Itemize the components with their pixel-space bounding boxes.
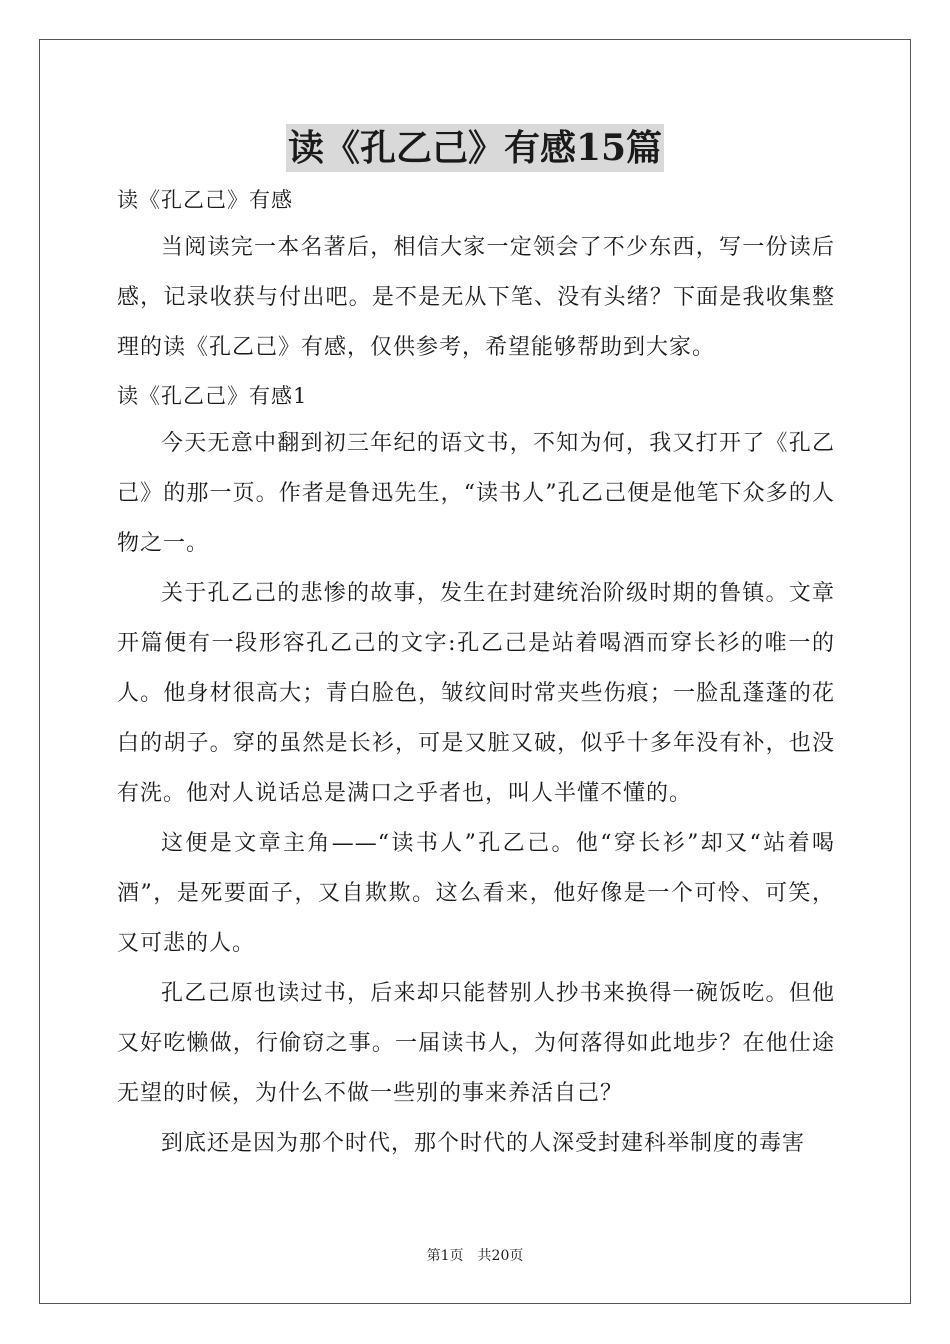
- page-number-label: 第1页 共20页: [426, 1248, 524, 1264]
- body-paragraph: 到底还是因为那个时代，那个时代的人深受封建科举制度的毒害: [161, 1131, 806, 1156]
- body-paragraph: 今天无意中翻到初三年纪的语文书，不知为何，我又打开了《孔乙己》的那一页。作者是鲁迅先生，“读书人”孔乙己便是他笔下众多的人物之一。: [117, 431, 835, 556]
- document-body: [117, 177, 835, 1169]
- section-1-heading: 读《孔乙己》有感1: [117, 384, 308, 408]
- body-paragraph: 这便是文章主角——“读书人”孔乙己。他“穿长衫”却又“站着喝酒”，是死要面子，又自欺欺。这么看来，他好像是一个可怜、可笑，又可悲的人。: [117, 831, 835, 956]
- intro-heading: 读《孔乙己》有感: [117, 188, 293, 212]
- body-paragraph: 关于孔乙己的悲惨的故事，发生在封建统治阶级时期的鲁镇。文章开篇便有一段形容孔乙己的文字:孔乙己是站着喝酒而穿长衫的唯一的人。他身材很高大；青白脸色，皱纹间时常夹些伤痕；一脸乱蓬蓬的花白的胡子。穿的虽然是长衫，可是又脏又破，似乎十多年没有补，也没有洗。他对人说话总是满口之乎者也，叫人半懂不懂的。: [117, 581, 835, 806]
- body-paragraph: 孔乙己原也读过书，后来却只能替别人抄书来换得一碗饭吃。但他又好吃懒做，行偷窃之事。一届读书人，为何落得如此地步？在他仕途无望的时候，为什么不做一些别的事来养活自己？: [117, 981, 835, 1106]
- title-container: [0, 124, 950, 172]
- intro-paragraph: 当阅读完一本名著后，相信大家一定领会了不少东西，写一份读后感，记录收获与付出吧。是不是无从下笔、没有头绪？下面是我收集整理的读《孔乙己》有感，仅供参考，希望能够帮助到大家。: [117, 235, 835, 360]
- document-title: 读《孔乙己》有感15篇: [286, 124, 664, 172]
- page-footer: [0, 1246, 950, 1266]
